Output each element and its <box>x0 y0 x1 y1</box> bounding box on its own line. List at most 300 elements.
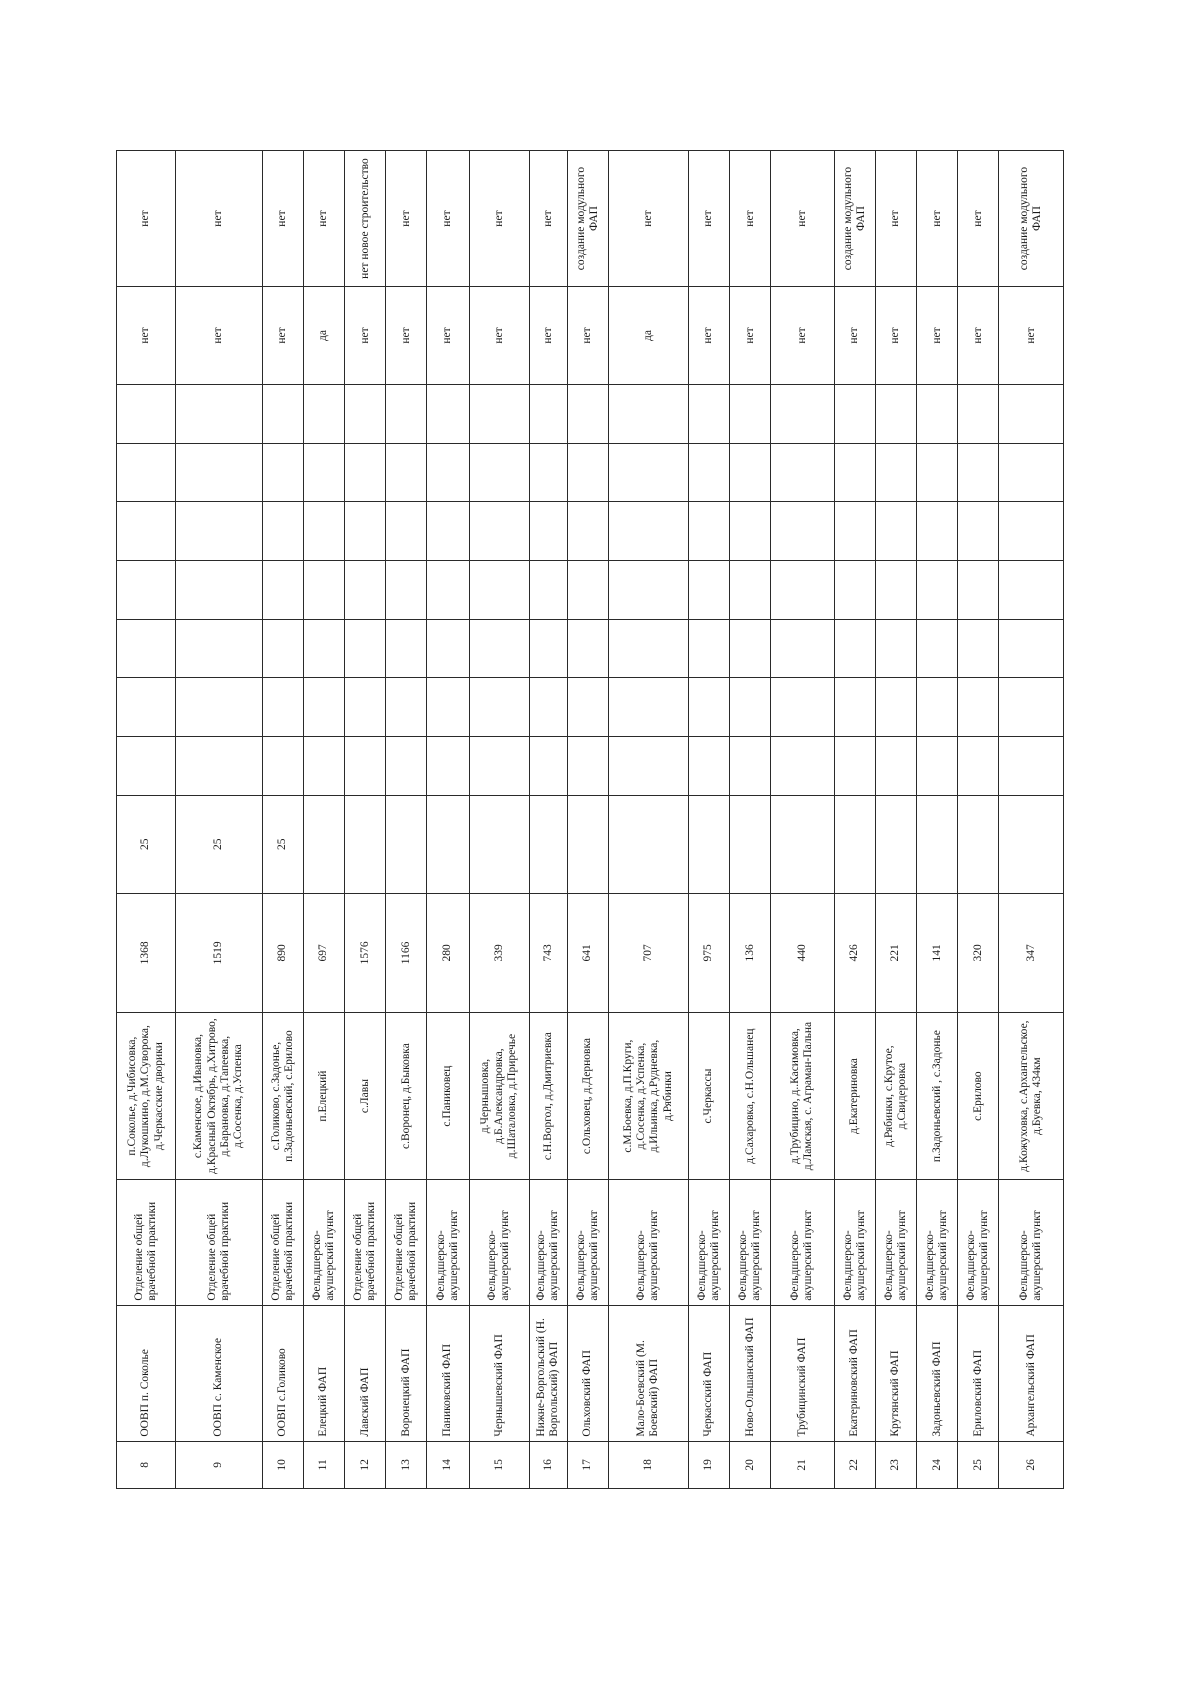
rotated-table-wrapper <box>116 150 1064 1489</box>
beds-cell <box>771 795 834 893</box>
table-row <box>730 151 771 1489</box>
row-number-cell: 23 <box>875 1441 916 1488</box>
empty-cell <box>999 737 1064 796</box>
empty-cell <box>303 502 344 561</box>
empty-cell <box>958 502 999 561</box>
empty-cell <box>345 737 386 796</box>
empty-cell <box>771 619 834 678</box>
empty-cell <box>262 678 303 737</box>
empty-cell <box>917 619 958 678</box>
status-flag-cell: да <box>608 287 688 385</box>
empty-cell <box>469 737 529 796</box>
settlements-cell: с.Лавы <box>345 1013 386 1180</box>
note-cell: нет <box>608 151 688 287</box>
empty-cell <box>834 678 875 737</box>
empty-cell <box>875 737 916 796</box>
settlements-cell: с.Воронец, д.Быковка <box>386 1013 427 1180</box>
table-row <box>608 151 688 1489</box>
empty-cell <box>958 384 999 443</box>
population-cell: 1576 <box>345 893 386 1012</box>
empty-cell <box>608 384 688 443</box>
empty-cell <box>875 384 916 443</box>
empty-cell <box>386 678 427 737</box>
facility-type-cell: Отделение общей врачебной практики <box>117 1180 176 1306</box>
empty-cell <box>469 502 529 561</box>
empty-cell <box>730 502 771 561</box>
empty-cell <box>117 502 176 561</box>
beds-cell: 25 <box>117 795 176 893</box>
note-cell: нет <box>117 151 176 287</box>
beds-cell: 25 <box>175 795 262 893</box>
empty-cell <box>175 502 262 561</box>
status-flag-cell: нет <box>567 287 608 385</box>
beds-cell <box>608 795 688 893</box>
status-flag-cell: нет <box>771 287 834 385</box>
facility-type-cell: Фельдшерско-акушерский пункт <box>771 1180 834 1306</box>
facility-name-cell: Воронецкий ФАП <box>386 1305 427 1441</box>
empty-cell <box>262 561 303 620</box>
status-flag-cell: нет <box>688 287 729 385</box>
population-cell: 1166 <box>386 893 427 1012</box>
empty-cell <box>608 678 688 737</box>
table-row <box>303 151 344 1489</box>
empty-cell <box>834 384 875 443</box>
facility-name-cell: ООВП с.Голиково <box>262 1305 303 1441</box>
facility-name-cell: Крутянский ФАП <box>875 1305 916 1441</box>
empty-cell <box>427 737 469 796</box>
facility-name-cell: Ериловский ФАП <box>958 1305 999 1441</box>
settlements-cell: д.Рябинки, с.Крутое, д.Свидеровка <box>875 1013 916 1180</box>
empty-cell <box>834 619 875 678</box>
empty-cell <box>688 384 729 443</box>
table-row <box>117 151 176 1489</box>
settlements-cell: с.Каменское, д.Ивановка, д.Красный Октябрь, д.Хитрово, д.Барановка, д.Тапеевка, д.Сосенка, д.Успенка <box>175 1013 262 1180</box>
row-number-cell: 16 <box>529 1441 567 1488</box>
row-number-cell: 13 <box>386 1441 427 1488</box>
empty-cell <box>999 443 1064 502</box>
row-number-cell: 11 <box>303 1441 344 1488</box>
population-cell: 440 <box>771 893 834 1012</box>
empty-cell <box>730 561 771 620</box>
empty-cell <box>427 443 469 502</box>
note-cell: нет <box>771 151 834 287</box>
facility-type-cell: Фельдшерско-акушерский пункт <box>875 1180 916 1306</box>
settlements-cell: с.Голиково, с.Задонье, п.Задоньевский, с.Ерилово <box>262 1013 303 1180</box>
empty-cell <box>834 561 875 620</box>
beds-cell <box>469 795 529 893</box>
note-cell: создание модульного ФАП <box>567 151 608 287</box>
empty-cell <box>875 443 916 502</box>
population-cell: 975 <box>688 893 729 1012</box>
empty-cell <box>262 384 303 443</box>
population-cell: 641 <box>567 893 608 1012</box>
empty-cell <box>875 561 916 620</box>
facility-name-cell: Екатериновский ФАП <box>834 1305 875 1441</box>
note-cell: создание модульного ФАП <box>999 151 1064 287</box>
status-flag-cell: нет <box>345 287 386 385</box>
table-row <box>917 151 958 1489</box>
empty-cell <box>345 678 386 737</box>
empty-cell <box>688 561 729 620</box>
table-body <box>117 151 1064 1489</box>
empty-cell <box>303 443 344 502</box>
empty-cell <box>999 384 1064 443</box>
row-number-cell: 26 <box>999 1441 1064 1488</box>
empty-cell <box>608 737 688 796</box>
empty-cell <box>730 619 771 678</box>
settlements-cell: п.Соколье, д.Чибисовка, д.Лукошкино, д.М.Суворока, д.Черкасские дворики <box>117 1013 176 1180</box>
empty-cell <box>771 384 834 443</box>
empty-cell <box>999 678 1064 737</box>
beds-cell <box>345 795 386 893</box>
empty-cell <box>834 443 875 502</box>
empty-cell <box>175 561 262 620</box>
empty-cell <box>730 443 771 502</box>
facility-type-cell: Фельдшерско-акушерский пункт <box>688 1180 729 1306</box>
empty-cell <box>958 737 999 796</box>
row-number-cell: 9 <box>175 1441 262 1488</box>
row-number-cell: 19 <box>688 1441 729 1488</box>
empty-cell <box>730 737 771 796</box>
facility-name-cell: Лавский ФАП <box>345 1305 386 1441</box>
table-row <box>834 151 875 1489</box>
empty-cell <box>917 384 958 443</box>
population-cell: 890 <box>262 893 303 1012</box>
beds-cell <box>917 795 958 893</box>
empty-cell <box>469 384 529 443</box>
facility-name-cell: Ново-Ольшанский ФАП <box>730 1305 771 1441</box>
population-cell: 141 <box>917 893 958 1012</box>
empty-cell <box>427 384 469 443</box>
note-cell: нет <box>469 151 529 287</box>
empty-cell <box>262 737 303 796</box>
facility-type-cell: Фельдшерско-акушерский пункт <box>303 1180 344 1306</box>
empty-cell <box>175 384 262 443</box>
empty-cell <box>529 561 567 620</box>
status-flag-cell: нет <box>875 287 916 385</box>
empty-cell <box>567 443 608 502</box>
note-cell: нет <box>262 151 303 287</box>
empty-cell <box>529 502 567 561</box>
empty-cell <box>529 737 567 796</box>
table-row <box>771 151 834 1489</box>
empty-cell <box>917 502 958 561</box>
note-cell: нет <box>730 151 771 287</box>
empty-cell <box>386 443 427 502</box>
empty-cell <box>771 678 834 737</box>
empty-cell <box>386 737 427 796</box>
status-flag-cell: нет <box>427 287 469 385</box>
population-cell: 280 <box>427 893 469 1012</box>
table-row <box>345 151 386 1489</box>
empty-cell <box>262 443 303 502</box>
empty-cell <box>958 561 999 620</box>
beds-cell <box>529 795 567 893</box>
empty-cell <box>345 619 386 678</box>
empty-cell <box>999 502 1064 561</box>
row-number-cell: 22 <box>834 1441 875 1488</box>
empty-cell <box>834 737 875 796</box>
facility-type-cell: Отделение общей врачебной практики <box>345 1180 386 1306</box>
row-number-cell: 14 <box>427 1441 469 1488</box>
empty-cell <box>771 561 834 620</box>
facility-type-cell: Фельдшерско-акушерский пункт <box>469 1180 529 1306</box>
facility-name-cell: Задоньевский ФАП <box>917 1305 958 1441</box>
row-number-cell: 21 <box>771 1441 834 1488</box>
empty-cell <box>386 502 427 561</box>
empty-cell <box>427 678 469 737</box>
row-number-cell: 24 <box>917 1441 958 1488</box>
empty-cell <box>730 384 771 443</box>
status-flag-cell: нет <box>999 287 1064 385</box>
facility-name-cell: Паниковский ФАП <box>427 1305 469 1441</box>
empty-cell <box>608 443 688 502</box>
facility-name-cell: Ольховский ФАП <box>567 1305 608 1441</box>
settlements-cell: с.Паниковец <box>427 1013 469 1180</box>
facilities-table <box>116 150 1064 1489</box>
population-cell: 426 <box>834 893 875 1012</box>
empty-cell <box>917 737 958 796</box>
empty-cell <box>608 561 688 620</box>
beds-cell <box>875 795 916 893</box>
facility-name-cell: Нижне-Воргольский (Н. Воргольский) ФАП <box>529 1305 567 1441</box>
table-row <box>688 151 729 1489</box>
beds-cell <box>730 795 771 893</box>
table-row <box>427 151 469 1489</box>
empty-cell <box>427 619 469 678</box>
empty-cell <box>117 561 176 620</box>
note-cell: нет <box>175 151 262 287</box>
facility-name-cell: Трубицинский ФАП <box>771 1305 834 1441</box>
status-flag-cell: нет <box>386 287 427 385</box>
status-flag-cell: нет <box>175 287 262 385</box>
facility-type-cell: Отделение общей врачебной практики <box>386 1180 427 1306</box>
beds-cell <box>303 795 344 893</box>
empty-cell <box>917 443 958 502</box>
empty-cell <box>386 384 427 443</box>
row-number-cell: 18 <box>608 1441 688 1488</box>
facility-name-cell: Чернышевский ФАП <box>469 1305 529 1441</box>
facility-type-cell: Отделение общей врачебной практики <box>175 1180 262 1306</box>
empty-cell <box>688 502 729 561</box>
note-cell: создание модульного ФАП <box>834 151 875 287</box>
empty-cell <box>303 619 344 678</box>
settlements-cell: д.Кожуховка, с.Архангельское, д.Буевка, 434км <box>999 1013 1064 1180</box>
empty-cell <box>875 619 916 678</box>
facility-name-cell: ООВП п. Соколье <box>117 1305 176 1441</box>
population-cell: 339 <box>469 893 529 1012</box>
facility-type-cell: Фельдшерско-акушерский пункт <box>427 1180 469 1306</box>
empty-cell <box>917 561 958 620</box>
facility-type-cell: Фельдшерско-акушерский пункт <box>834 1180 875 1306</box>
table-row <box>262 151 303 1489</box>
empty-cell <box>345 384 386 443</box>
empty-cell <box>567 619 608 678</box>
empty-cell <box>117 619 176 678</box>
facility-type-cell: Отделение общей врачебной практики <box>262 1180 303 1306</box>
empty-cell <box>529 443 567 502</box>
empty-cell <box>427 502 469 561</box>
empty-cell <box>875 678 916 737</box>
empty-cell <box>117 678 176 737</box>
status-flag-cell: нет <box>262 287 303 385</box>
note-cell: нет <box>688 151 729 287</box>
settlements-cell: п.Елецкий <box>303 1013 344 1180</box>
empty-cell <box>469 619 529 678</box>
status-flag-cell: нет <box>469 287 529 385</box>
empty-cell <box>175 737 262 796</box>
settlements-cell: с.Н.Воргол, д.Дмитриевка <box>529 1013 567 1180</box>
empty-cell <box>529 678 567 737</box>
population-cell: 697 <box>303 893 344 1012</box>
settlements-cell: д.Трубицино, д..Касимовка, д.Ламская, с. Аграман-Пальна <box>771 1013 834 1180</box>
facility-name-cell: Мало-Боевский (М. Боевский) ФАП <box>608 1305 688 1441</box>
empty-cell <box>427 561 469 620</box>
empty-cell <box>117 384 176 443</box>
row-number-cell: 25 <box>958 1441 999 1488</box>
empty-cell <box>345 502 386 561</box>
status-flag-cell: да <box>303 287 344 385</box>
empty-cell <box>469 443 529 502</box>
population-cell: 1519 <box>175 893 262 1012</box>
table-row <box>469 151 529 1489</box>
empty-cell <box>262 502 303 561</box>
empty-cell <box>117 443 176 502</box>
beds-cell: 25 <box>262 795 303 893</box>
note-cell: нет новое строительство <box>345 151 386 287</box>
population-cell: 1368 <box>117 893 176 1012</box>
empty-cell <box>999 619 1064 678</box>
empty-cell <box>117 737 176 796</box>
empty-cell <box>469 561 529 620</box>
note-cell: нет <box>386 151 427 287</box>
empty-cell <box>999 561 1064 620</box>
note-cell: нет <box>303 151 344 287</box>
settlements-cell: д.Екатериновка <box>834 1013 875 1180</box>
empty-cell <box>834 502 875 561</box>
empty-cell <box>688 678 729 737</box>
table-row <box>567 151 608 1489</box>
settlements-cell: п.Задоньевский , с.Задонье <box>917 1013 958 1180</box>
empty-cell <box>303 561 344 620</box>
empty-cell <box>567 384 608 443</box>
population-cell: 221 <box>875 893 916 1012</box>
empty-cell <box>771 502 834 561</box>
empty-cell <box>303 678 344 737</box>
beds-cell <box>688 795 729 893</box>
population-cell: 347 <box>999 893 1064 1012</box>
empty-cell <box>345 443 386 502</box>
empty-cell <box>567 678 608 737</box>
row-number-cell: 12 <box>345 1441 386 1488</box>
empty-cell <box>958 619 999 678</box>
empty-cell <box>529 384 567 443</box>
note-cell: нет <box>958 151 999 287</box>
empty-cell <box>469 678 529 737</box>
row-number-cell: 17 <box>567 1441 608 1488</box>
empty-cell <box>175 619 262 678</box>
table-row <box>999 151 1064 1489</box>
empty-cell <box>958 443 999 502</box>
empty-cell <box>958 678 999 737</box>
empty-cell <box>771 443 834 502</box>
rotated-page <box>116 150 1064 1489</box>
empty-cell <box>386 561 427 620</box>
empty-cell <box>875 502 916 561</box>
population-cell: 320 <box>958 893 999 1012</box>
empty-cell <box>386 619 427 678</box>
facility-type-cell: Фельдшерско-акушерский пункт <box>567 1180 608 1306</box>
empty-cell <box>688 443 729 502</box>
note-cell: нет <box>917 151 958 287</box>
settlements-cell: с.Ерилово <box>958 1013 999 1180</box>
beds-cell <box>567 795 608 893</box>
facility-type-cell: Фельдшерско-акушерский пункт <box>999 1180 1064 1306</box>
note-cell: нет <box>427 151 469 287</box>
empty-cell <box>567 502 608 561</box>
table-row <box>529 151 567 1489</box>
status-flag-cell: нет <box>529 287 567 385</box>
row-number-cell: 20 <box>730 1441 771 1488</box>
facility-name-cell: Елецкий ФАП <box>303 1305 344 1441</box>
beds-cell <box>958 795 999 893</box>
status-flag-cell: нет <box>730 287 771 385</box>
settlements-cell: д.Сахаровка, с.Н.Ольшанец <box>730 1013 771 1180</box>
settlements-cell: с.Ольховец, д.Дерновка <box>567 1013 608 1180</box>
facility-type-cell: Фельдшерско-акушерский пункт <box>529 1180 567 1306</box>
empty-cell <box>771 737 834 796</box>
facility-type-cell: Фельдшерско-акушерский пункт <box>958 1180 999 1306</box>
empty-cell <box>688 737 729 796</box>
empty-cell <box>529 619 567 678</box>
empty-cell <box>608 619 688 678</box>
row-number-cell: 10 <box>262 1441 303 1488</box>
empty-cell <box>608 502 688 561</box>
empty-cell <box>917 678 958 737</box>
note-cell: нет <box>529 151 567 287</box>
facility-type-cell: Фельдшерско-акушерский пункт <box>608 1180 688 1306</box>
empty-cell <box>303 737 344 796</box>
row-number-cell: 15 <box>469 1441 529 1488</box>
empty-cell <box>175 678 262 737</box>
status-flag-cell: нет <box>917 287 958 385</box>
empty-cell <box>567 737 608 796</box>
status-flag-cell: нет <box>834 287 875 385</box>
beds-cell <box>427 795 469 893</box>
beds-cell <box>386 795 427 893</box>
empty-cell <box>345 561 386 620</box>
population-cell: 743 <box>529 893 567 1012</box>
facility-name-cell: ООВП с. Каменское <box>175 1305 262 1441</box>
facility-name-cell: Архангельский ФАП <box>999 1305 1064 1441</box>
settlements-cell: с.М.Боевка, д.П.Круги, д.Сосенка, д.Успенка, д.Ильинка, д.Рудневка, д.Рябинки <box>608 1013 688 1180</box>
facility-type-cell: Фельдшерско-акушерский пункт <box>730 1180 771 1306</box>
empty-cell <box>303 384 344 443</box>
beds-cell <box>999 795 1064 893</box>
table-row <box>386 151 427 1489</box>
table-row <box>175 151 262 1489</box>
settlements-cell: с.Черкассы <box>688 1013 729 1180</box>
row-number-cell: 8 <box>117 1441 176 1488</box>
empty-cell <box>730 678 771 737</box>
beds-cell <box>834 795 875 893</box>
status-flag-cell: нет <box>958 287 999 385</box>
population-cell: 136 <box>730 893 771 1012</box>
empty-cell <box>175 443 262 502</box>
empty-cell <box>262 619 303 678</box>
settlements-cell: д.Чернышовка, д.Б.Александровка, д.Шаталовка, д.Приречье <box>469 1013 529 1180</box>
table-row <box>958 151 999 1489</box>
